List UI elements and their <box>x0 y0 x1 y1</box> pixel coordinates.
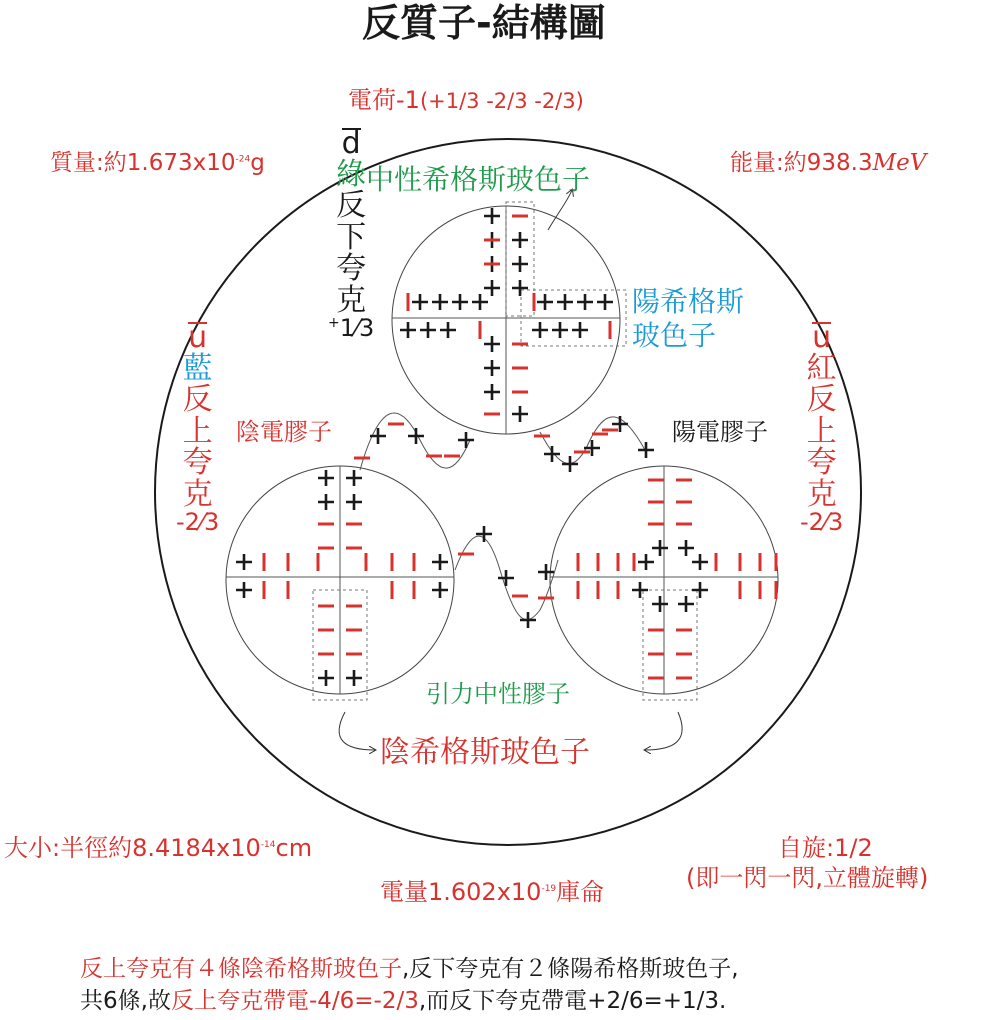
plus-mark <box>408 428 424 444</box>
plus-mark <box>577 294 593 310</box>
electric-charge-label: 電量$1.602x10^{-19}$庫侖 <box>380 878 605 906</box>
plus-mark <box>484 384 500 400</box>
quark-d-color: 綠 <box>336 156 367 192</box>
positive-higgs-label-line2: 玻色子 <box>632 319 717 352</box>
positive-gluon-label: 陽電膠子 <box>672 418 768 446</box>
plus-mark <box>638 442 654 458</box>
quark-u-left-symbol: u <box>188 320 208 355</box>
negative-gluon-label: 陰電膠子 <box>236 418 332 446</box>
plus-mark <box>557 294 573 310</box>
plus-mark <box>472 294 488 310</box>
plus-mark <box>512 406 528 422</box>
plus-mark <box>562 456 578 472</box>
neutral-higgs-label: 中性希格斯玻色子 <box>366 163 591 196</box>
plus-mark <box>318 670 334 686</box>
plus-mark <box>370 428 386 444</box>
positive-higgs-label-line1: 陽希格斯 <box>632 285 745 318</box>
plus-mark <box>692 582 708 598</box>
page-title: 反質子-結構圖 <box>362 1 606 45</box>
footer-line-1: 反上夸克有４條陰希格斯玻色子,反下夸克有２條陽希格斯玻色子, <box>80 956 739 982</box>
spin-detail: (即一閃一閃,立體旋轉) <box>686 864 929 892</box>
plus-mark <box>692 554 708 570</box>
charge-label <box>348 88 584 112</box>
negative-higgs-label: 陰希格斯玻色子 <box>380 735 590 770</box>
spin-label: 自旋:1/2 <box>778 834 873 862</box>
quark-d-symbol: d <box>341 126 361 161</box>
quark-u-left-label: u 藍 反 上 夸 克 -2⁄3 <box>176 320 220 536</box>
plus-mark <box>432 582 448 598</box>
plus-mark <box>346 494 362 510</box>
energy-label: 能量:約938.3MeV <box>730 150 927 176</box>
plus-mark <box>420 322 436 338</box>
plus-mark <box>532 322 548 338</box>
plus-mark <box>638 554 654 570</box>
plus-mark <box>512 256 528 272</box>
plus-mark <box>458 432 474 448</box>
plus-mark <box>584 440 600 456</box>
plus-mark <box>652 540 668 556</box>
higgs-box-right-bottom <box>643 590 697 700</box>
plus-mark <box>632 582 648 598</box>
plus-mark <box>572 322 588 338</box>
plus-mark <box>318 470 334 486</box>
mass-label: 質量:約$1.673x10^{-24}g$ <box>50 150 265 176</box>
plus-mark <box>452 294 468 310</box>
size-label: 大小:半徑約$8.4184x10^{-14}cm$ <box>4 834 313 862</box>
charge-value: 電荷-1 <box>348 86 420 114</box>
plus-mark <box>236 582 252 598</box>
plus-mark <box>537 294 553 310</box>
quark-u-right-charge: -2⁄3 <box>800 508 844 536</box>
quark-u-left-charge: -2⁄3 <box>176 508 220 536</box>
neutral-gluon-label: 引力中性膠子 <box>426 680 570 708</box>
plus-mark <box>652 596 668 612</box>
quark-u-right-label: u 紅 反 上 夸 克 -2⁄3 <box>800 320 844 536</box>
plus-mark <box>484 336 500 352</box>
quark-u-right-symbol: u <box>812 320 832 355</box>
charge-detail: (+1/3 -2/3 -2/3) <box>419 89 584 113</box>
plus-mark <box>432 554 448 570</box>
plus-mark <box>597 294 613 310</box>
quark-d-label: d 綠 反 下 夸 克 +1⁄3 <box>328 126 375 342</box>
plus-mark <box>412 294 428 310</box>
quark-u-left-color: 藍 <box>182 350 213 386</box>
plus-mark <box>440 322 456 338</box>
plus-mark <box>400 322 416 338</box>
plus-mark <box>678 596 694 612</box>
quark-u-right-color: 紅 <box>806 350 837 386</box>
plus-mark <box>484 208 500 224</box>
plus-mark <box>552 322 568 338</box>
plus-mark <box>346 670 362 686</box>
plus-mark <box>484 280 500 296</box>
plus-mark <box>318 494 334 510</box>
plus-mark <box>544 446 560 462</box>
plus-mark <box>512 280 528 296</box>
plus-mark <box>520 612 536 628</box>
plus-mark <box>236 554 252 570</box>
plus-mark <box>678 540 694 556</box>
footer-line-2: 共6條,故反上夸克帶電-4/6=-2/3,而反下夸克帶電+2/6=+1/3. <box>80 988 727 1014</box>
plus-mark <box>346 470 362 486</box>
plus-mark <box>432 294 448 310</box>
plus-mark <box>512 232 528 248</box>
quark-d-charge: +1⁄3 <box>328 314 375 342</box>
plus-mark <box>538 564 554 580</box>
plus-mark <box>484 360 500 376</box>
plus-mark <box>476 526 492 542</box>
